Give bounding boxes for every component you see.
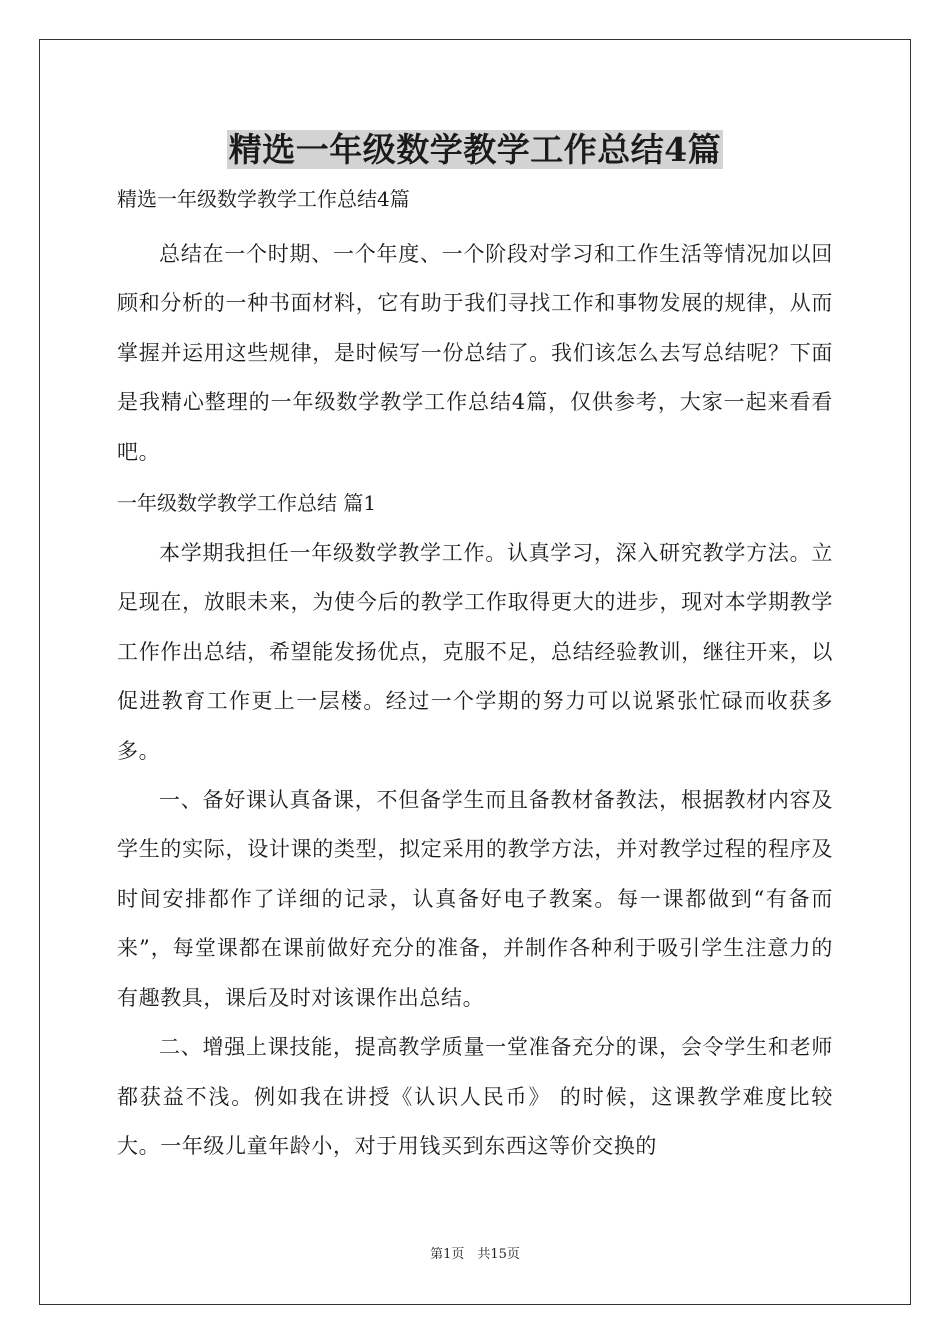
document-subtitle: 精选一年级数学教学工作总结4篇	[117, 187, 410, 211]
body-paragraph: 二、增强上课技能，提高教学质量一堂准备充分的课，会令学生和老师都获益不浅。例如我在讲授《认识人民币》 的时候，这课教学难度比较大。一年级儿童年龄小，对于用钱买到东西这等价交换的	[117, 1035, 833, 1158]
page-number-footer: 第1页 共15页	[430, 1247, 520, 1262]
section-heading: 一年级数学教学工作总结 篇1	[117, 491, 377, 516]
intro-paragraph: 总结在一个时期、一个年度、一个阶段对学习和工作生活等情况加以回顾和分析的一种书面材料，它有助于我们寻找工作和事物发展的规律，从而掌握并运用这些规律，是时候写一份总结了。我们该怎么去写总结呢？下面是我精心整理的一年级数学教学工作总结4篇，仅供参考，大家一起来看看吧。	[117, 242, 833, 464]
body-paragraph: 一、备好课认真备课，不但备学生而且备教材备教法，根据教材内容及学生的实际，设计课的类型，拟定采用的教学方法，并对教学过程的程序及时间安排都作了详细的记录，认真备好电子教案。每一课都做到“有备而来”，每堂课都在课前做好充分的准备，并制作各种利于吸引学生注意力的有趣教具，课后及时对该课作出总结。	[117, 788, 833, 1010]
document-body	[117, 176, 833, 1171]
document-title	[0, 127, 950, 173]
document-title-text: 精选一年级数学教学工作总结4篇	[228, 130, 722, 169]
body-paragraph: 本学期我担任一年级数学教学工作。认真学习，深入研究教学方法。立足现在，放眼未来，为使今后的教学工作取得更大的进步，现对本学期教学工作作出总结，希望能发扬优点，克服不足，总结经验教训，继往开来，以促进教育工作更上一层楼。经过一个学期的努力可以说紧张忙碌而收获多多。	[117, 541, 833, 763]
